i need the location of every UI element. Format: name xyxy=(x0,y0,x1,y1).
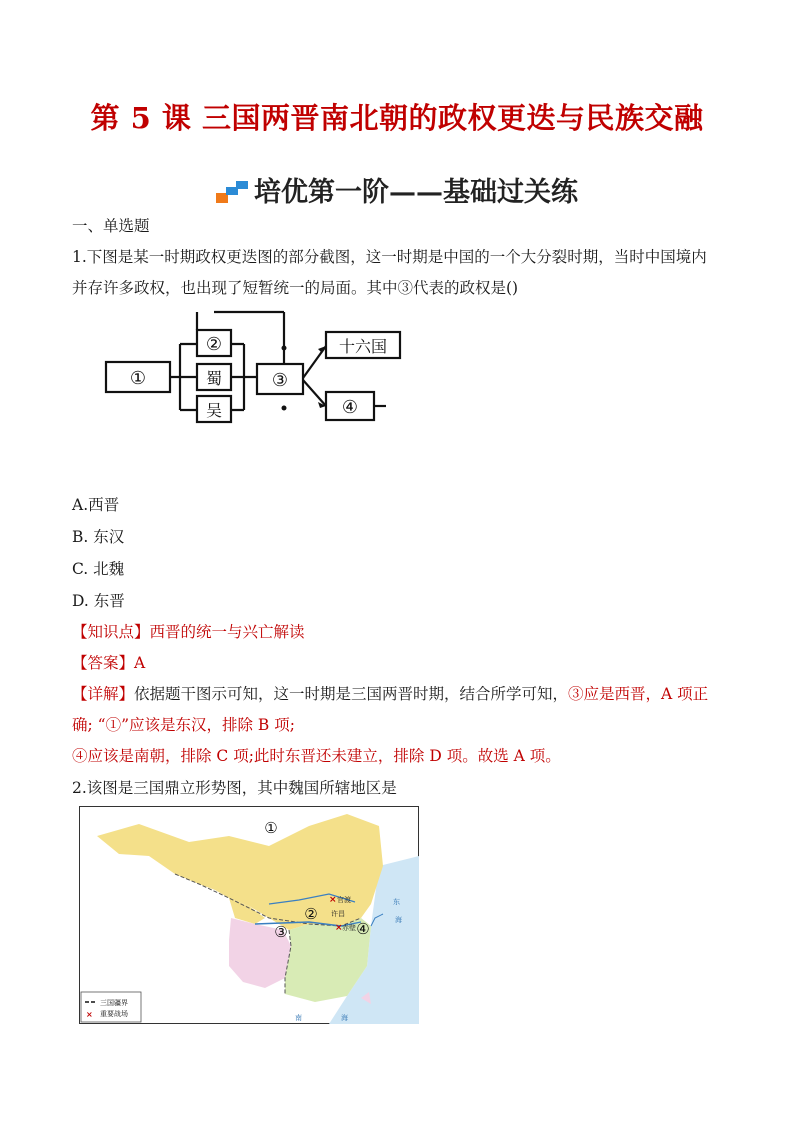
page-title: 第 5 课 三国两晋南北朝的政权更迭与民族交融 xyxy=(90,101,704,135)
battle-marker-chibi: × xyxy=(335,923,343,933)
node-shu-label: 蜀 xyxy=(205,369,223,388)
legend-border-label: 三国疆界 xyxy=(100,999,128,1007)
map-marker-4: ④ xyxy=(356,920,370,938)
south-sea-label-2: 海 xyxy=(341,1014,348,1022)
detail-line2: 确; “①”应该是东汉，排除 B 项; xyxy=(72,716,295,734)
three-kingdoms-map xyxy=(79,806,419,1024)
stairs-icon xyxy=(216,181,248,203)
regime-flow-diagram xyxy=(104,308,404,432)
q1-option-b: B. 东汉 xyxy=(72,528,125,546)
node-wu-label: 吴 xyxy=(205,401,223,420)
map-legend xyxy=(81,992,141,1022)
knowledge-text: 西晋的统一与兴亡解读 xyxy=(149,623,305,641)
legend-battle-icon: × xyxy=(86,1010,93,1019)
q1-option-c: C. 北魏 xyxy=(72,560,125,578)
knowledge-tag: 【知识点】 xyxy=(72,623,150,641)
detail-tag: 【详解】 xyxy=(72,685,135,703)
question-type-label: 一、单选题 xyxy=(72,217,150,235)
legend-battle-label: 重要战场 xyxy=(100,1010,128,1018)
q1-option-a: A.西晋 xyxy=(72,496,120,514)
place-guandu: 官渡 xyxy=(337,896,351,904)
detail-text-b: ③应是西晋，A 项正 xyxy=(568,685,709,703)
answer xyxy=(72,653,145,673)
detail-text-a: 依据题干图示可知，这一时期是三国两晋时期，结合所学可知， xyxy=(134,685,569,703)
section-heading xyxy=(0,170,794,209)
q1-stem-line2: 并存许多政权，也出现了短暂统一的局面。其中③代表的政权是() xyxy=(72,279,519,297)
section-heading-text: 培优第一阶——基础过关练 xyxy=(254,177,578,208)
map-marker-2: ② xyxy=(304,905,318,923)
knowledge-point xyxy=(72,622,305,642)
place-xuchang: 许昌 xyxy=(331,910,345,918)
answer-value: A xyxy=(134,654,146,672)
node-2-label: ② xyxy=(205,334,223,355)
node-3-label: ③ xyxy=(271,370,289,391)
map-marker-3: ③ xyxy=(274,923,288,941)
detail-line3: ④应该是南朝，排除 C 项;此时东晋还未建立，排除 D 项。故选 A 项。 xyxy=(72,747,561,765)
q1-option-d: D. 东晋 xyxy=(72,592,125,610)
detail-line1 xyxy=(72,684,708,704)
sea-label-2: 海 xyxy=(395,916,402,924)
q1-stem-line1: 1.下图是某一时期政权更迭图的部分截图，这一时期是中国的一个大分裂时期，当时中国境内 xyxy=(72,248,707,266)
south-sea-label-1: 南 xyxy=(295,1014,302,1022)
answer-tag: 【答案】 xyxy=(72,654,135,672)
node-4-label: ④ xyxy=(341,397,359,418)
sea-label-1: 东 xyxy=(393,898,400,906)
node-1-label: ① xyxy=(129,368,147,389)
map-marker-1: ① xyxy=(264,819,278,837)
place-chibi: 赤壁 xyxy=(342,924,356,932)
node-sixteen-label: 十六国 xyxy=(338,337,388,356)
battle-marker-guandu: × xyxy=(329,895,337,905)
q2-stem: 2.该图是三国鼎立形势图，其中魏国所辖地区是 xyxy=(72,779,397,797)
